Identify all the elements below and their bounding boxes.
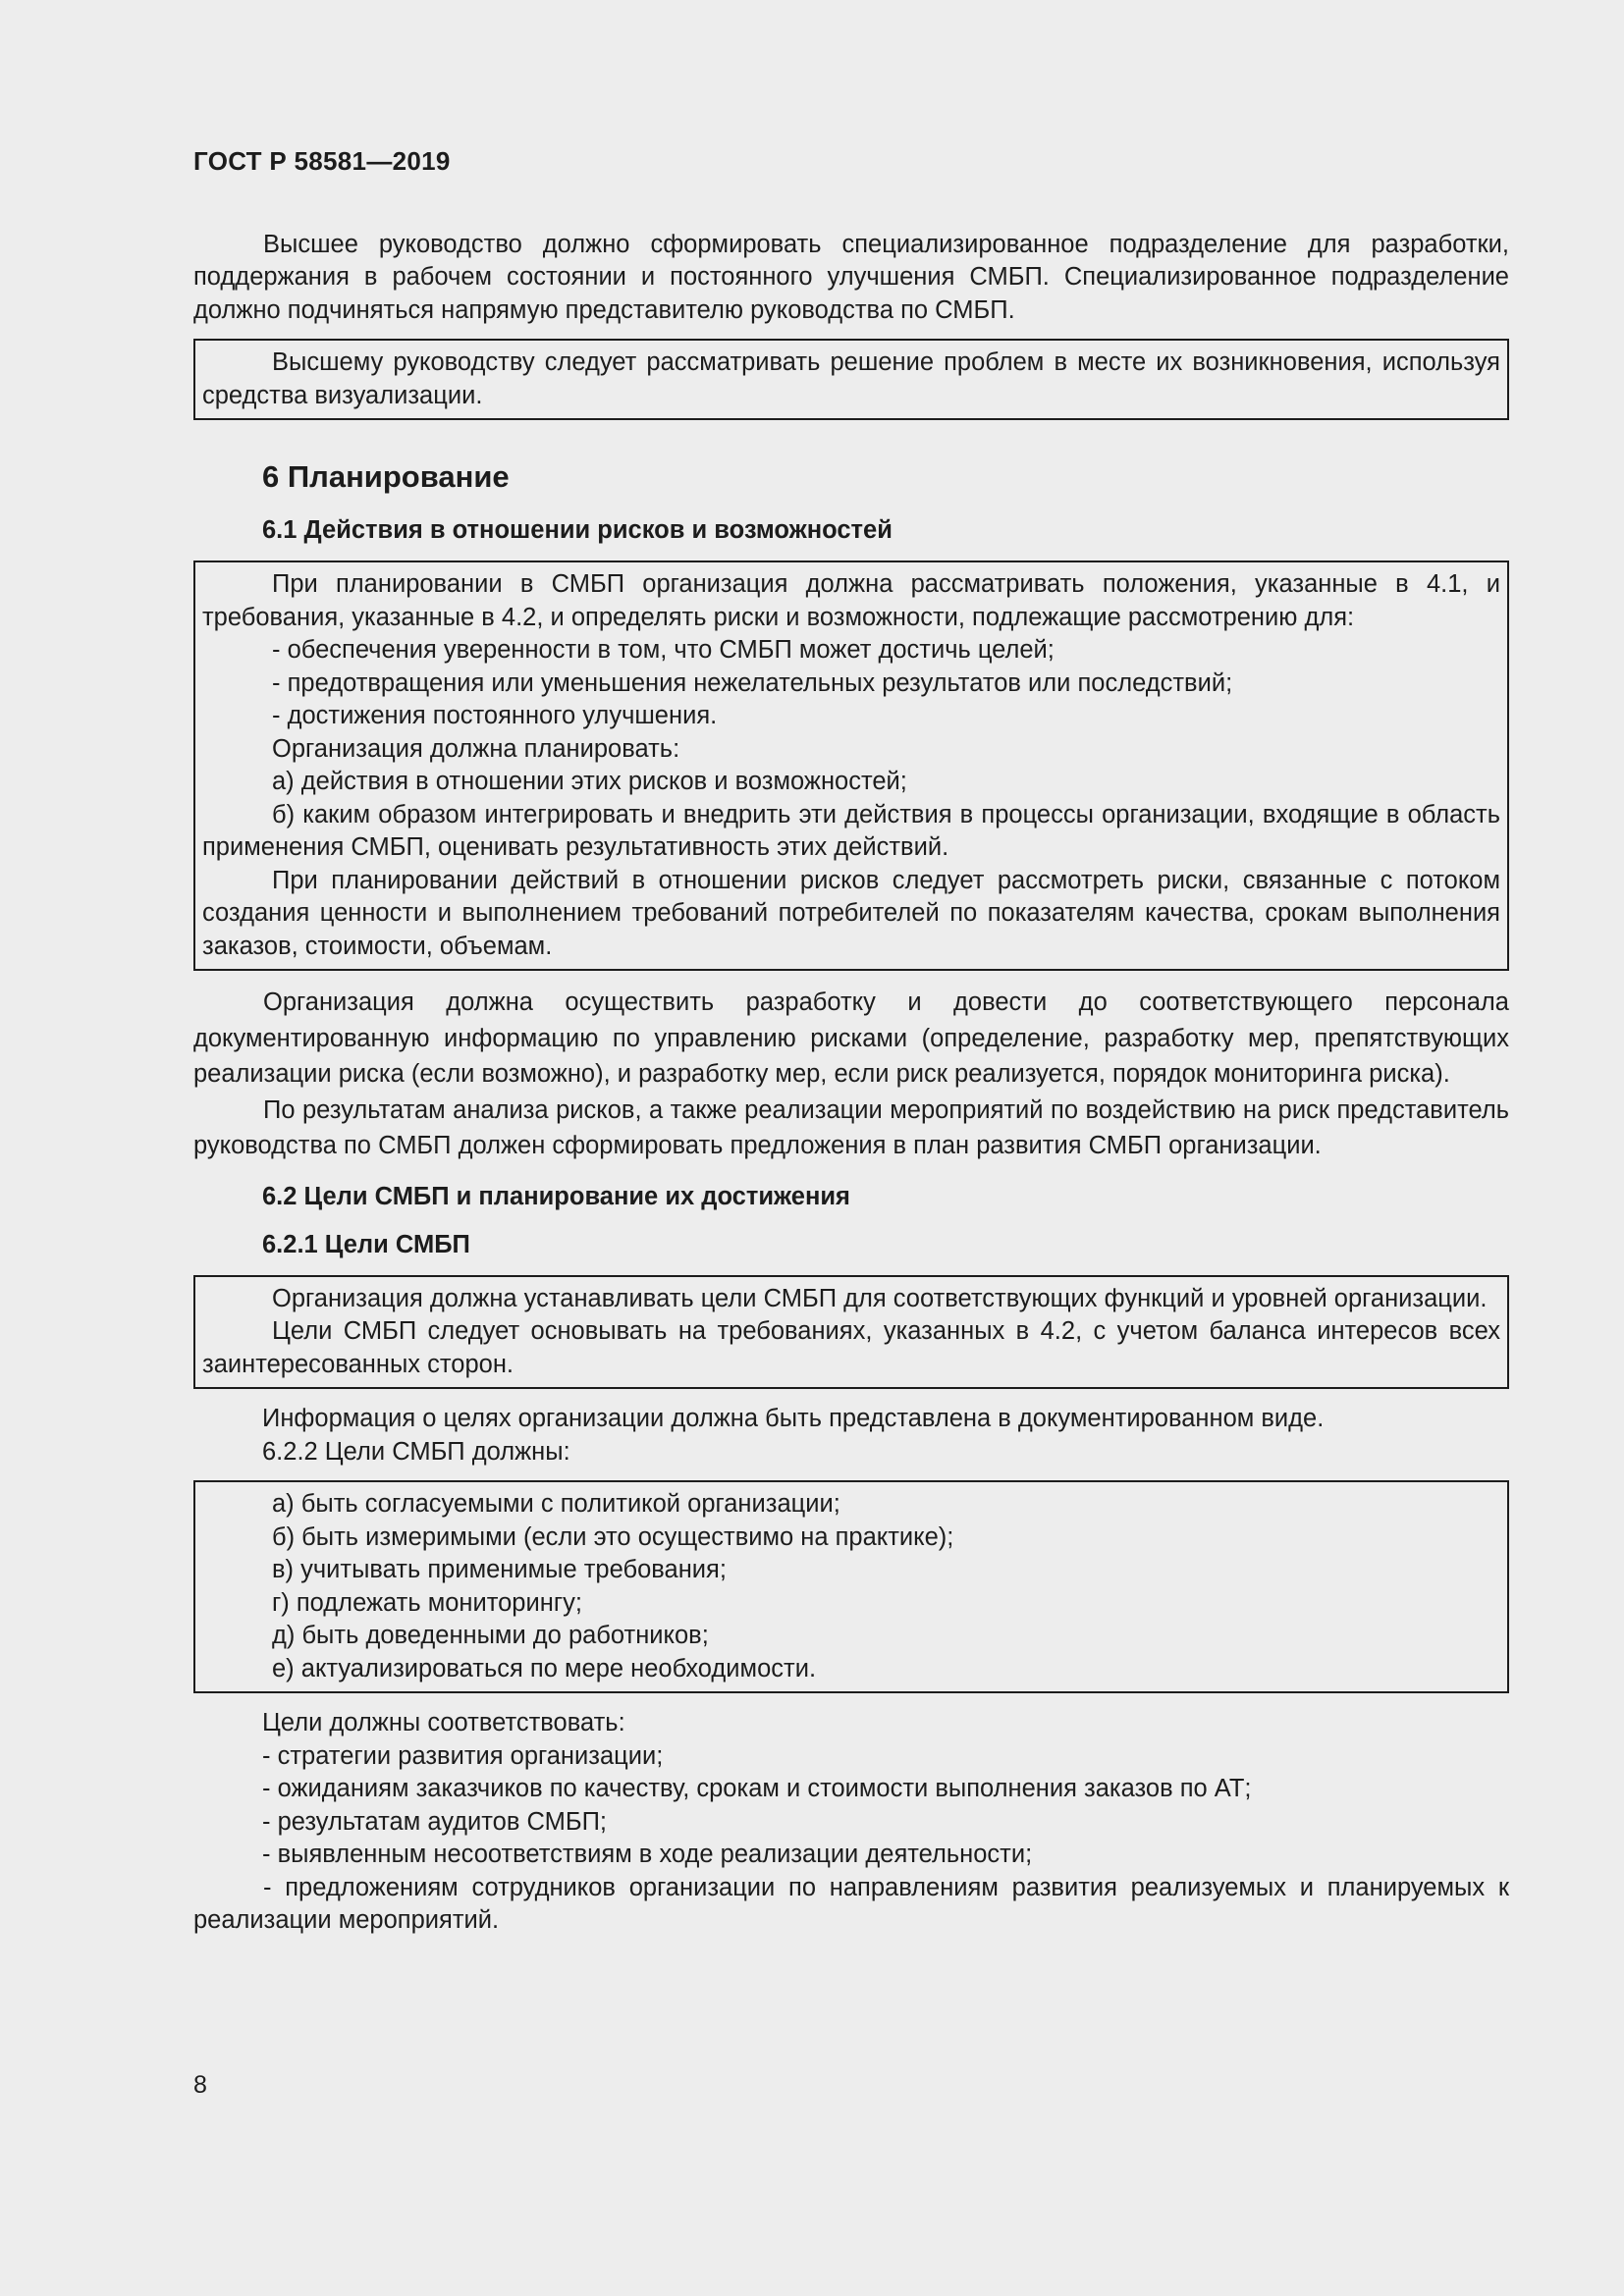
box-paragraph: При планировании действий в отношении рисков следует рассмотреть риски, связанные с потоком создания ценности и выполнением требований потребителей по показателям качества, срокам выполнения заказов, стоимости, объемам. [202,866,1500,960]
box-paragraph: При планировании в СМБП организация должна рассматривать положения, указанные в 4.1, и требования, указанные в 4.2, и определять риски и возможности, подлежащие рассмотрению для: [202,570,1500,631]
document-header: ГОСТ Р 58581—2019 [193,146,451,176]
box-paragraph: Организация должна планировать: [272,734,680,763]
highlight-box-6-1 [193,561,1509,971]
list-item: - стратегии развития организации; [262,1741,664,1770]
list-item: - предложениям сотрудников организации по направлениям развития реализуемых и планируемых к реализации мероприятий. [193,1873,1509,1934]
section-6-2-title: 6.2 Цели СМБП и планирование их достижения [262,1182,850,1210]
section-6-title: 6 Планирование [262,459,510,494]
list-item: а) действия в отношении этих рисков и возможностей; [272,768,907,795]
section-6-2-2-line: 6.2.2 Цели СМБП должны: [262,1437,570,1466]
section-6-1-title: 6.1 Действия в отношении рисков и возможностей [262,516,893,544]
list-item: - ожиданиям заказчиков по качеству, срокам и стоимости выполнения заказов по АТ; [262,1775,1252,1802]
info-paragraph: Информация о целях организации должна быть представлена в документированном виде. [262,1405,1325,1432]
list-item: - достижения постоянного улучшения. [272,702,718,729]
page-number: 8 [193,2071,207,2099]
list-item: в) учитывать применимые требования; [272,1556,727,1583]
section-6-2-1-title: 6.2.1 Цели СМБП [262,1230,470,1258]
highlight-box-6-2-1 [193,1275,1509,1390]
risk-doc-paragraph: Организация должна осуществить разработку и довести до соответствующего персонала документированную информацию по управлению рисками (определение, разработку мер, препятствующих реализации риска (если возможно), и разработку мер, если риск реализуется, порядок мониторинга риска). [193,988,1509,1088]
list-item: е) актуализироваться по мере необходимости. [272,1654,817,1682]
list-item: а) быть согласуемыми с политикой организации; [272,1490,840,1518]
highlight-box-6-2-2 [193,1480,1509,1693]
list-item: - выявленным несоответствиям в ходе реализации деятельности; [262,1841,1033,1868]
box-paragraph: Цели СМБП следует основывать на требованиях, указанных в 4.2, с учетом баланса интересов всех заинтересованных сторон. [202,1317,1500,1378]
risk-analysis-paragraph: По результатам анализа рисков, а также реализации мероприятий по воздействию на риск представитель руководства по СМБП должен сформировать предложения в план развития СМБП организации. [193,1095,1509,1159]
list-item: - результатам аудитов СМБП; [262,1807,607,1836]
list-item: д) быть доведенными до работников; [272,1622,709,1649]
goals-intro: Цели должны соответствовать: [262,1709,625,1736]
box-paragraph: Организация должна устанавливать цели СМБП для соответствующих функций и уровней организации. [272,1284,1488,1312]
list-item: г) подлежать мониторингу; [272,1588,582,1617]
list-item: - предотвращения или уменьшения нежелательных результатов или последствий; [272,668,1233,697]
document-page [193,145,1509,1938]
list-item: - обеспечения уверенности в том, что СМБП может достичь целей; [272,636,1055,664]
intro-paragraph: Высшее руководство должно сформировать специализированное подразделение для разработки, поддержания в рабочем состоянии и постоянного улучшения СМБП. Специализированное подразделение должно подчиняться напрямую представителю руководства по СМБП. [193,230,1509,324]
highlight-box-1 [193,339,1509,420]
box-text: Высшему руководству следует рассматривать решение проблем в месте их возникновения, используя средства визуализации. [202,348,1500,409]
list-item: б) каким образом интегрировать и внедрить эти действия в процессы организации, входящие в область применения СМБП, оценивать результативность этих действий. [202,800,1500,861]
list-item: б) быть измеримыми (если это осуществимо на практике); [272,1522,954,1551]
